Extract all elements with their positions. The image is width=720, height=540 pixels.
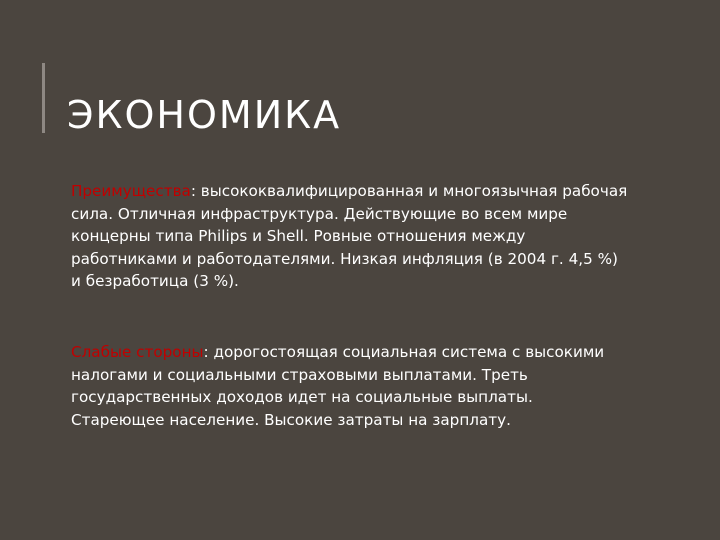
weaknesses-paragraph bbox=[71, 341, 631, 431]
weaknesses-separator: : bbox=[203, 343, 209, 361]
weaknesses-text: дорогостоящая социальная система с высокими налогами и социальными страховыми выплатами. Треть государственных доходов идет на социальные выплаты. Стареющее население. Высокие затраты на зарплату. bbox=[71, 343, 605, 429]
weaknesses-term: Слабые стороны bbox=[71, 343, 204, 361]
slide-title: ЭКОНОМИКА bbox=[67, 93, 342, 137]
strengths-separator: : bbox=[190, 182, 196, 200]
strengths-term: Преимущества bbox=[71, 182, 191, 200]
strengths-paragraph bbox=[71, 180, 631, 293]
title-accent-bar bbox=[42, 63, 45, 133]
strengths-text: высококвалифицированная и многоязычная рабочая сила. Отличная инфраструктура. Действующие во всем мире концерны типа Philips и Shell. Ровные отношения между работниками и работодателями. Низкая инфляция (в 2004 г. 4,5 %) и безработица (3 %). bbox=[71, 182, 628, 290]
